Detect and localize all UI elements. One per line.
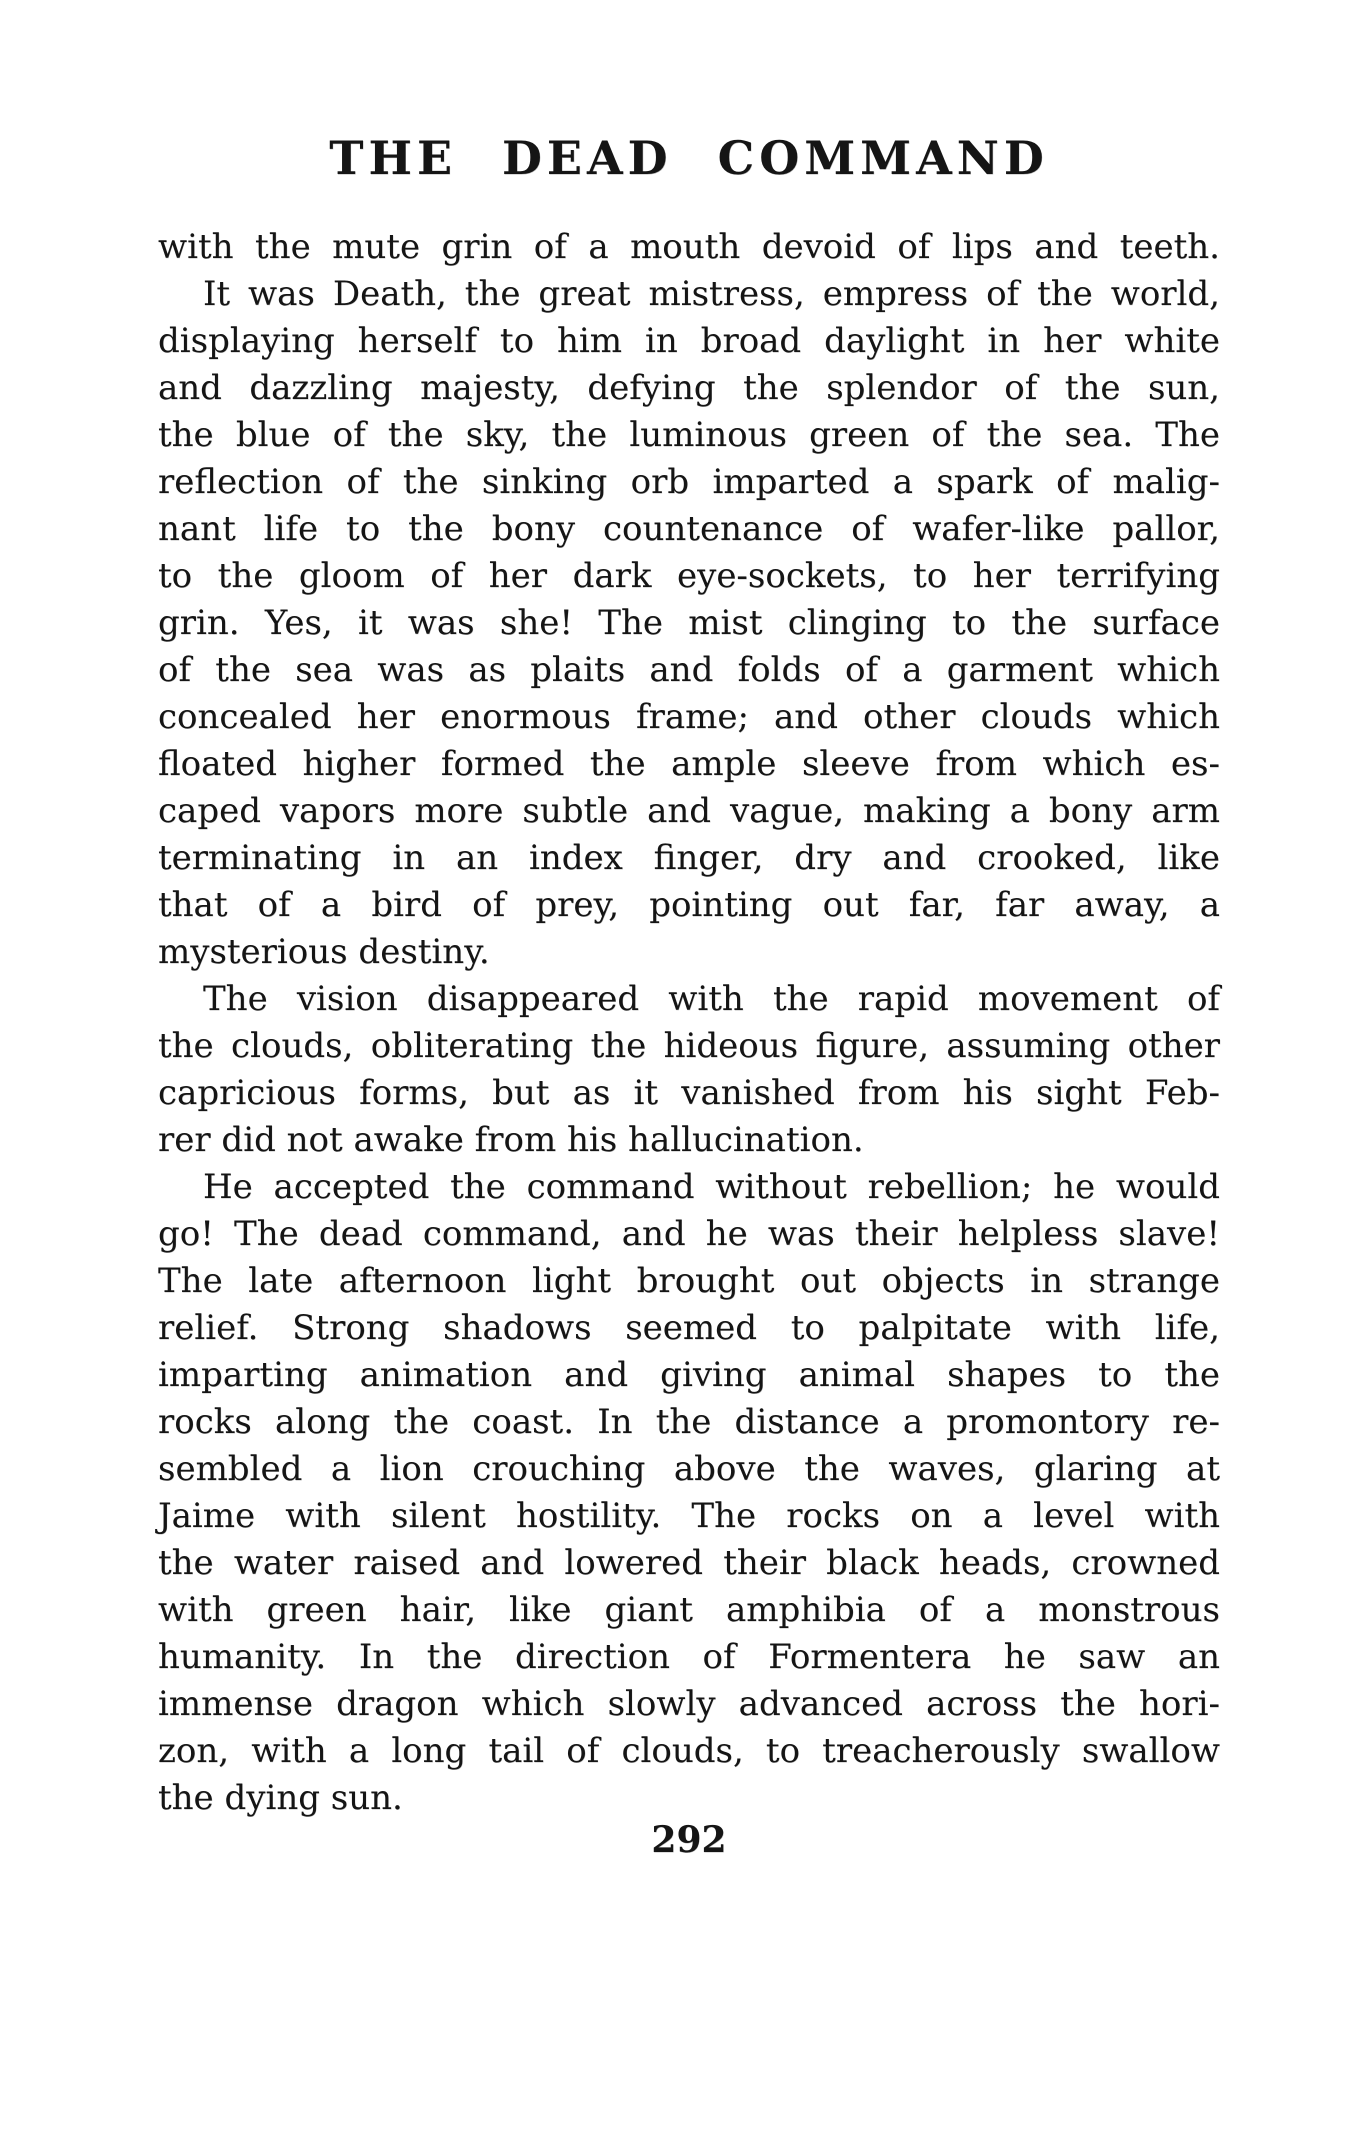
- text-line: go! The dead command, and he was their helpless slave!: [158, 1214, 1220, 1254]
- text-line: rocks along the coast. In the distance a promontory re-: [158, 1402, 1220, 1442]
- text-line: He accepted the command without rebellion; he would: [203, 1167, 1220, 1207]
- text-line: imparting animation and giving animal shapes to the: [158, 1355, 1220, 1395]
- text-line: grin. Yes, it was she! The mist clinging to the surface: [158, 603, 1220, 643]
- text-line: It was Death, the great mistress, empress of the world,: [203, 274, 1220, 314]
- page-number: 292: [651, 1819, 727, 1861]
- text-line: caped vapors more subtle and vague, making a bony arm: [158, 791, 1220, 831]
- text-line: floated higher formed the ample sleeve from which es-: [158, 744, 1220, 784]
- text-line: relief. Strong shadows seemed to palpitate with life,: [158, 1308, 1220, 1348]
- text-line: sembled a lion crouching above the waves, glaring at: [158, 1449, 1220, 1489]
- text-line: humanity. In the direction of Formentera he saw an: [158, 1637, 1220, 1677]
- text-line: of the sea was as plaits and folds of a garment which: [158, 650, 1220, 690]
- text-line: the blue of the sky, the luminous green of the sea. The: [158, 415, 1220, 455]
- text-line: Jaime with silent hostility. The rocks on a level with: [158, 1496, 1220, 1536]
- text-line: The late afternoon light brought out objects in strange: [158, 1261, 1220, 1301]
- text-line: the water raised and lowered their black heads, crowned: [158, 1543, 1220, 1583]
- text-line: terminating in an index finger, dry and crooked, like: [158, 838, 1220, 878]
- text-line: with green hair, like giant amphibia of a monstrous: [158, 1590, 1220, 1630]
- text-line: displaying herself to him in broad daylight in her white: [158, 321, 1220, 361]
- text-line: that of a bird of prey, pointing out far, far away, a: [158, 885, 1220, 925]
- text-line: zon, with a long tail of clouds, to treacherously swallow: [158, 1731, 1220, 1771]
- text-line: nant life to the bony countenance of wafer-like pallor,: [158, 509, 1220, 549]
- text-line: to the gloom of her dark eye-sockets, to her terrifying: [158, 556, 1220, 596]
- text-line: immense dragon which slowly advanced across the hori-: [158, 1684, 1220, 1724]
- text-line: rer did not awake from his hallucination.: [158, 1120, 864, 1160]
- text-line: the dying sun.: [158, 1778, 403, 1818]
- text-block: [158, 224, 1220, 1822]
- text-line: The vision disappeared with the rapid movement of: [203, 979, 1220, 1019]
- text-line: concealed her enormous frame; and other clouds which: [158, 697, 1220, 737]
- text-line: capricious forms, but as it vanished from his sight Feb-: [158, 1073, 1220, 1113]
- text-line: reflection of the sinking orb imparted a spark of malig-: [158, 462, 1220, 502]
- text-line: with the mute grin of a mouth devoid of lips and teeth.: [158, 227, 1220, 267]
- text-line: the clouds, obliterating the hideous figure, assuming other: [158, 1026, 1220, 1066]
- page-heading: THE DEAD COMMAND: [329, 131, 1049, 185]
- text-line: mysterious destiny.: [158, 932, 490, 972]
- text-line: and dazzling majesty, defying the splendor of the sun,: [158, 368, 1220, 408]
